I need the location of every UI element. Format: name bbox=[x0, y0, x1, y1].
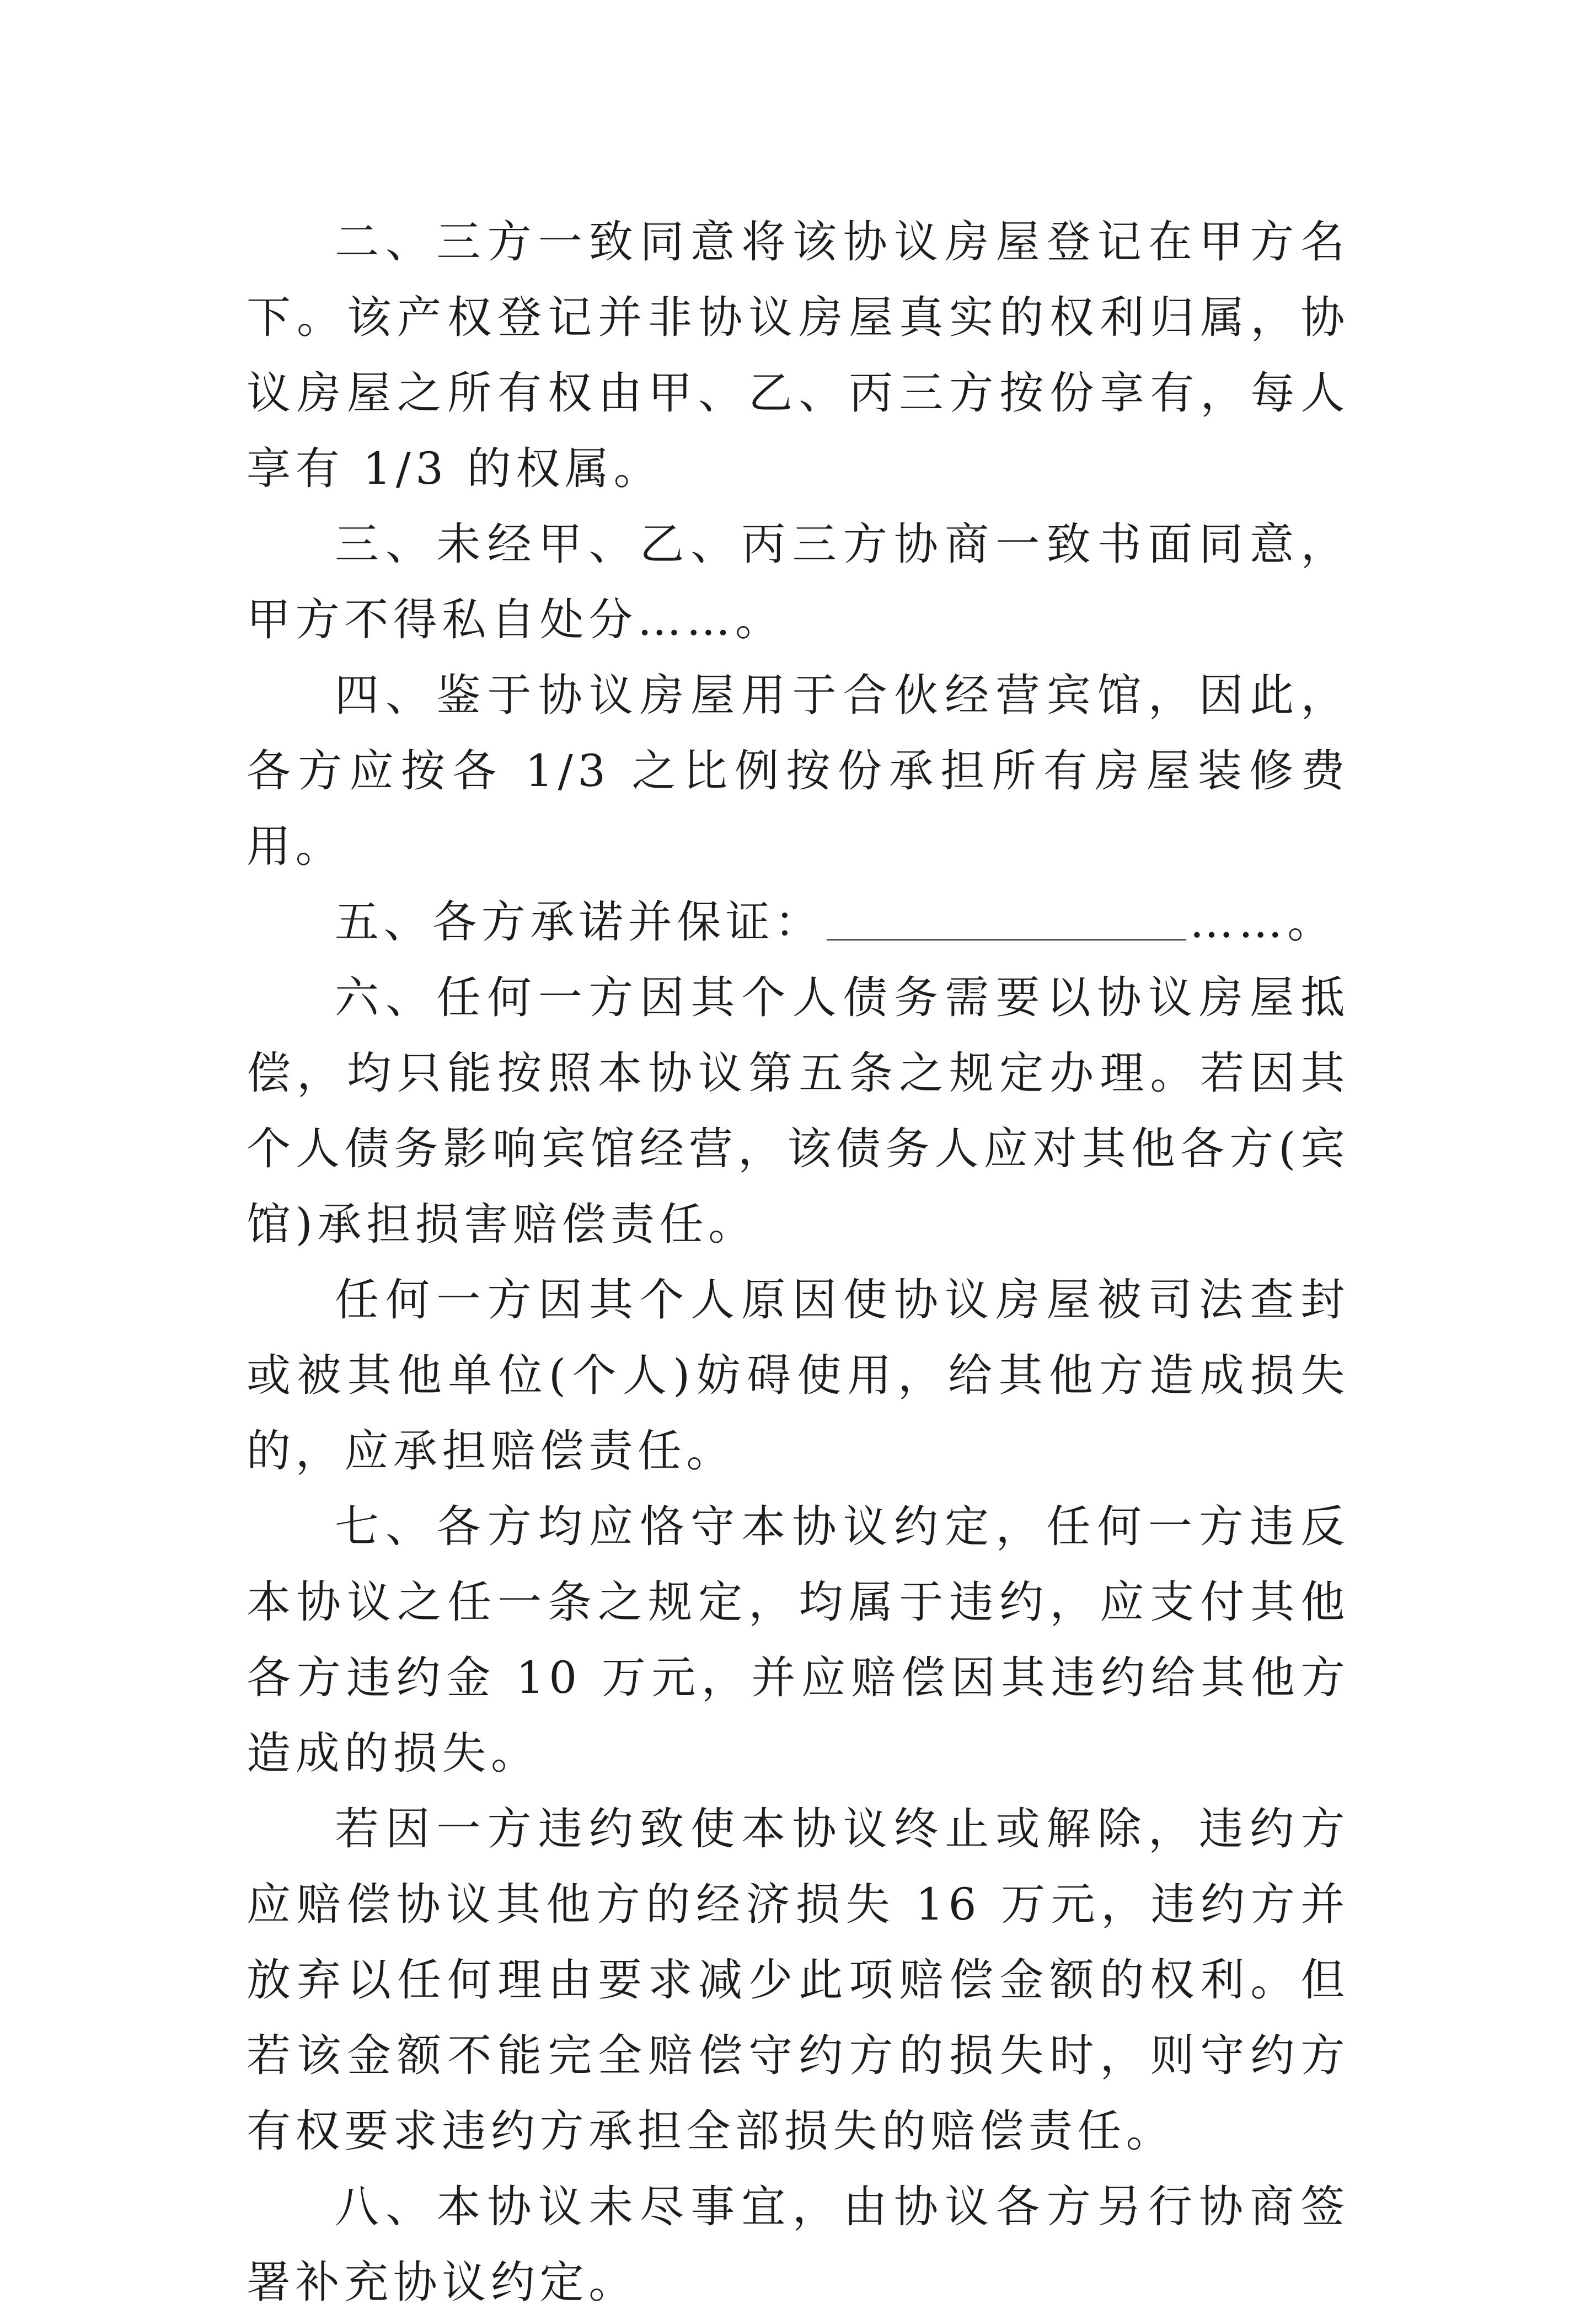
paragraph-clause-4: 四、鉴于协议房屋用于合伙经营宾馆，因此，各方应按各 1/3 之比例按份承担所有房屋装修费用。 bbox=[247, 670, 1349, 872]
paragraph-clause-5 bbox=[247, 884, 1349, 960]
paragraph-clause-6-continued: 任何一方因其个人原因使协议房屋被司法查封或被其他单位(个人)妨碍使用，给其他方造成损失的，应承担赔偿责任。 bbox=[247, 1274, 1349, 1477]
paragraph-clause-7: 七、各方均应恪守本协议约定，任何一方违反本协议之任一条之规定，均属于违约，应支付其他各方违约金 10 万元，并应赔偿因其违约给其他方造成的损失。 bbox=[247, 1501, 1349, 1779]
paragraph-clause-2: 二、三方一致同意将该协议房屋登记在甲方名下。该产权登记并非协议房屋真实的权利归属，协议房屋之所有权由甲、乙、丙三方按份享有，每人享有 1/3 的权属。 bbox=[247, 216, 1349, 494]
clause-5-suffix: ……。 bbox=[1190, 896, 1336, 948]
paragraph-clause-7-continued: 若因一方违约致使本协议终止或解除，违约方应赔偿协议其他方的经济损失 16 万元，违约方并放弃以任何理由要求减少此项赔偿金额的权利。但若该金额不能完全赔偿守约方的损失时，则守约方有权要求违约方承担全部损失的赔偿责任。 bbox=[247, 1803, 1349, 2157]
document-body bbox=[247, 204, 1349, 2320]
paragraph-clause-3: 三、未经甲、乙、丙三方协商一致书面同意，甲方不得私自处分……。 bbox=[247, 518, 1349, 645]
fill-in-blank-line bbox=[827, 895, 1186, 940]
paragraph-clause-8: 八、本协议未尽事宜，由协议各方另行协商签署补充协议约定。 bbox=[247, 2181, 1349, 2308]
paragraph-clause-6: 六、任何一方因其个人债务需要以协议房屋抵偿，均只能按照本协议第五条之规定办理。若因其个人债务影响宾馆经营，该债务人应对其他各方(宾馆)承担损害赔偿责任。 bbox=[247, 972, 1349, 1250]
clause-5-prefix: 五、各方承诺并保证： bbox=[335, 896, 823, 948]
